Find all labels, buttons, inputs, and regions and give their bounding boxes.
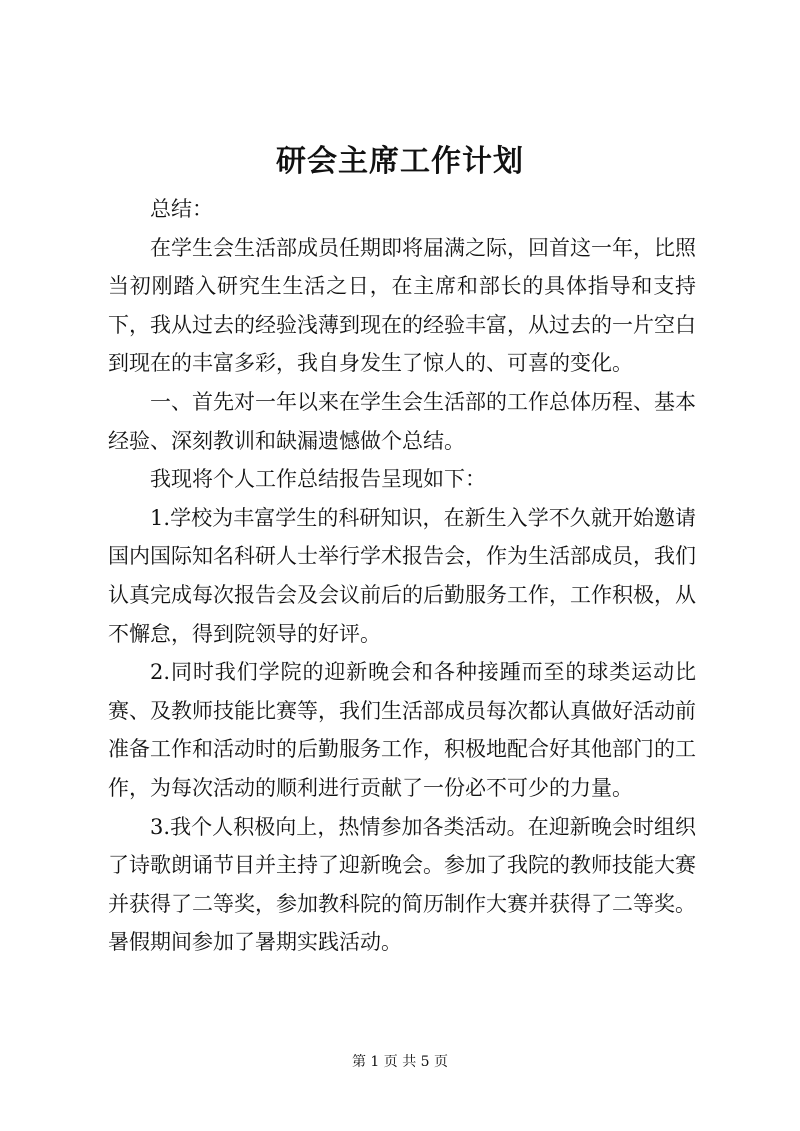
paragraph-summary-heading: 总结： [150,197,213,221]
paragraph-report-lead: 我现将个人工作总结报告呈现如下： [150,467,486,492]
page-number-footer: 第 1 页 共 5 页 [351,1054,449,1070]
paragraph-item-1: 1.学校为丰富学生的科研知识，在新生入学不久就开始邀请国内国际知名科研人士举行学术报告会，作为生活部成员，我们认真完成每次报告会及会议前后的后勤服务工作，工作积极，从不懈怠，得到院领导的好评。 [108,505,696,646]
document-body [108,190,696,962]
paragraph-item-2: 2.同时我们学院的迎新晚会和各种接踵而至的球类运动比赛、及教师技能比赛等，我们生活部成员每次都认真做好活动前准备工作和活动时的后勤服务工作，积极地配合好其他部门的工作，为每次活动的顺利进行贡献了一份必不可少的力量。 [108,660,696,800]
document-title: 研会主席工作计划 [276,144,524,179]
paragraph-item-3: 3.我个人积极向上，热情参加各类活动。在迎新晚会时组织了诗歌朗诵节目并主持了迎新晚会。参加了我院的教师技能大赛并获得了二等奖，参加教科院的简历制作大赛并获得了二等奖。暑假期间参加了暑期实践活动。 [108,814,696,955]
paragraph-intro: 在学生会生活部成员任期即将届满之际，回首这一年，比照当初刚踏入研究生生活之日，在主席和部长的具体指导和支持下，我从过去的经验浅薄到现在的经验丰富，从过去的一片空白到现在的丰富多彩，我自身发生了惊人的、可喜的变化。 [108,235,696,376]
paragraph-section-one: 一、首先对一年以来在学生会生活部的工作总体历程、基本经验、深刻教训和缺漏遗憾做个总结。 [108,389,696,453]
